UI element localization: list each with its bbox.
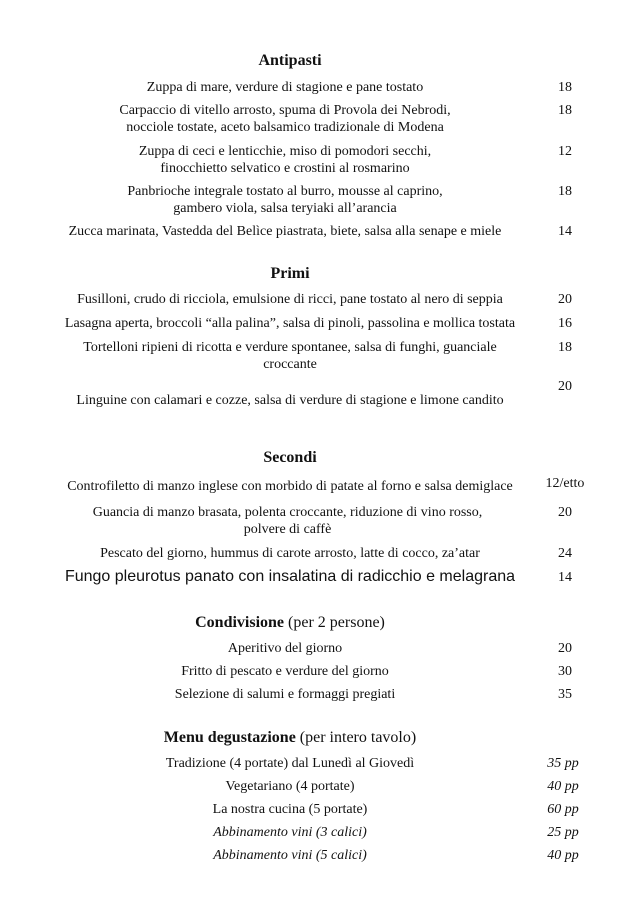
section-title-degustazione [0,729,580,747]
menu-item-description-line: polvere di caffè [243,522,332,537]
menu-item-price: 30 [558,664,572,679]
menu-item-description: Zuppa di mare, verdure di stagione e pane tostato [146,80,424,95]
menu-item-description-line: Panbrioche integrale tostato al burro, mousse al caprino, [127,184,443,199]
menu-item-description-line: gambero viola, salsa teryiaki all’arancia [173,201,397,216]
menu-item-description: Linguine con calamari e cozze, salsa di verdure di stagione e limone candito [76,393,504,408]
menu-item-description: Fritto di pescato e verdure del giorno [181,664,389,679]
section-subtitle: (per intero tavolo) [299,729,417,746]
menu-item-price: 14 [558,224,572,239]
menu-item-description-line: nocciole tostate, aceto balsamico tradizionale di Modena [126,120,444,135]
menu-item-price: 20 [558,505,572,520]
menu-item-description: Abbinamento vini (3 calici) [213,825,367,840]
section-title-text: Menu degustazione [163,729,296,746]
menu-item-price: 20 [558,379,572,394]
menu-item-description: Lasagna aperta, broccoli “alla palina”, salsa di pinoli, passolina e mollica tostata [64,316,516,331]
section-title-text: Condivisione [195,614,285,631]
menu-item-price: 24 [558,546,572,561]
menu-item-description: Zucca marinata, Vastedda del Belìce piastrata, biete, salsa alla senape e miele [68,224,502,239]
menu-item-description [60,143,510,177]
section-title-secondi: Secondi [263,449,317,466]
menu-item-description: Fusilloni, crudo di ricciola, emulsione di ricci, pane tostato al nero di seppia [77,292,503,307]
menu-item-description: Tradizione (4 portate) dal Lunedì al Giovedì [165,756,415,771]
menu-item-description-line: finocchietto selvatico e crostini al rosmarino [160,161,410,176]
menu-item-description-line: croccante [263,357,317,372]
menu-item-description [60,102,510,136]
menu-item-description-line: Zuppa di ceci e lenticchie, miso di pomodori secchi, [138,144,432,159]
menu-item-price: 18 [558,340,572,355]
section-subtitle: (per 2 persone) [288,614,385,631]
menu-item-description-line: Guancia di manzo brasata, polenta croccante, riduzione di vino rosso, [92,505,483,520]
section-title-antipasti: Antipasti [258,52,322,69]
section-title-primi: Primi [270,265,310,282]
menu-item-price: 14 [558,570,572,585]
menu-item-description: Pescato del giorno, hummus di carote arrosto, latte di cocco, za’atar [100,546,480,561]
menu-item-description: Selezione di salumi e formaggi pregiati [174,687,396,702]
menu-item-description: Aperitivo del giorno [227,641,343,656]
menu-item-description [60,504,515,538]
menu-item-price: 40 pp [547,779,579,794]
menu-item-description: Abbinamento vini (5 calici) [213,848,367,863]
menu-item-price: 40 pp [547,848,579,863]
menu-item-price: 25 pp [547,825,579,840]
menu-item-description [60,183,510,217]
menu-item-price: 18 [558,80,572,95]
menu-item-price: 20 [558,292,572,307]
menu-item-description: Controfiletto di manzo inglese con morbido di patate al forno e salsa demiglace [67,479,513,494]
menu-item-price: 35 [558,687,572,702]
menu-item-price: 12 [558,144,572,159]
menu-item-description: Vegetariano (4 portate) [225,779,355,794]
menu-item-description-line: Carpaccio di vitello arrosto, spuma di Provola dei Nebrodi, [119,103,451,118]
menu-item-description: La nostra cucina (5 portate) [212,802,368,817]
menu-item-description-line: Tortelloni ripieni di ricotta e verdure spontanee, salsa di funghi, guanciale [83,340,497,355]
menu-item-price: 12/etto [545,476,585,491]
menu-item-description: Fungo pleurotus panato con insalatina di radicchio e melagrana [64,568,516,585]
section-title-condivisione [0,614,580,632]
menu-item-price: 20 [558,641,572,656]
menu-item-price: 16 [558,316,572,331]
menu-item-description [40,339,540,373]
menu-item-price: 60 pp [547,802,579,817]
menu-item-price: 35 pp [547,756,579,771]
menu-item-price: 18 [558,184,572,199]
menu-item-price: 18 [558,103,572,118]
